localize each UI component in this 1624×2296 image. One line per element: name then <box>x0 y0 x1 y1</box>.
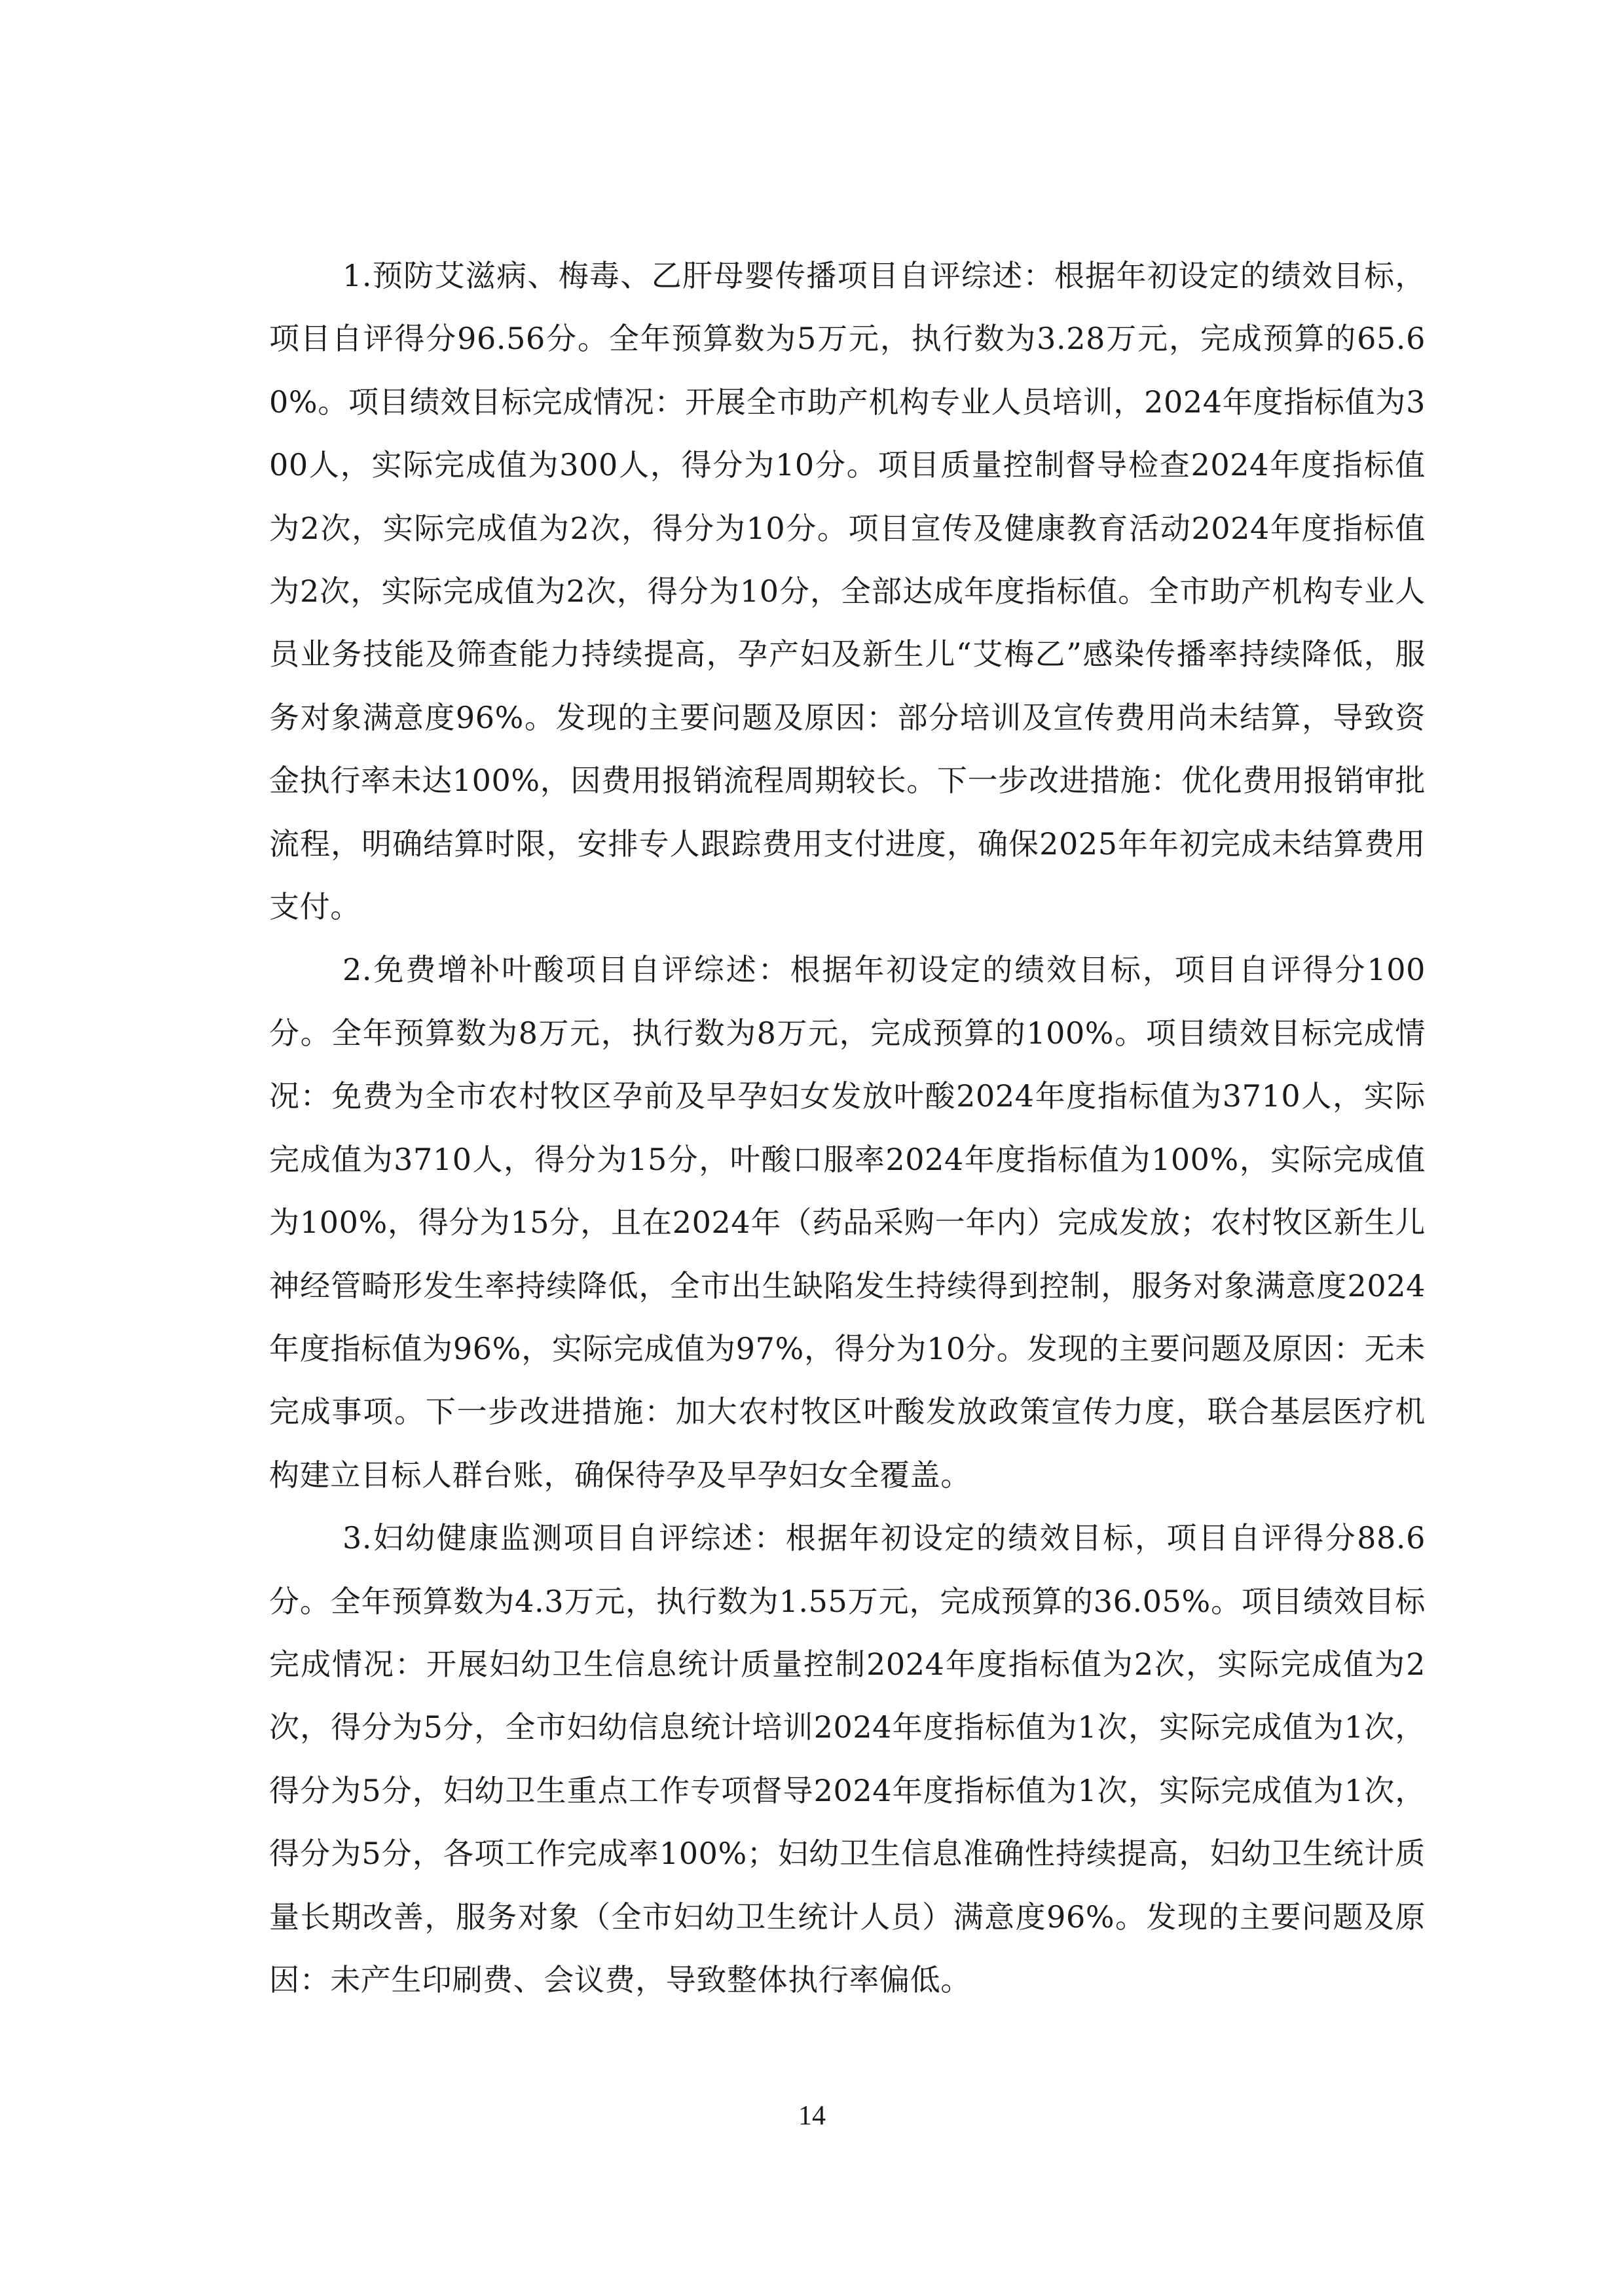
paragraph-folic-acid-project: 2.免费增补叶酸项目自评综述：根据年初设定的绩效目标，项目自评得分100分。全年预算数为8万元，执行数为8万元，完成预算的100%。项目绩效目标完成情况：免费为全市农村牧区孕前及早孕妇女发放叶酸2024年度指标值为3710人，实际完成值为3710人，得分为15分，叶酸口服率2024年度指标值为100%，实际完成值为100%，得分为15分，且在2024年（药品采购一年内）完成发放；农村牧区新生儿神经管畸形发生率持续降低，全市出生缺陷发生持续得到控制，服务对象满意度2024年度指标值为96%，实际完成值为97%，得分为10分。发现的主要问题及原因：无未完成事项。下一步改进措施：加大农村牧区叶酸发放政策宣传力度，联合基层医疗机构建立目标人群台账，确保待孕及早孕妇女全覆盖。 <box>269 952 1426 1493</box>
paragraph-hiv-syphilis-hepb-project: 1.预防艾滋病、梅毒、乙肝母婴传播项目自评综述：根据年初设定的绩效目标，项目自评得分96.56分。全年预算数为5万元，执行数为3.28万元，完成预算的65.60%。项目绩效目标完成情况：开展全市助产机构专业人员培训，2024年度指标值为300人，实际完成值为300人，得分为10分。项目质量控制督导检查2024年度指标值为2次，实际完成值为2次，得分为10分。项目宣传及健康教育活动2024年度指标值为2次，实际完成值为2次，得分为10分，全部达成年度指标值。全市助产机构专业人员业务技能及筛查能力持续提高，孕产妇及新生儿“艾梅乙”感染传播率持续降低，服务对象满意度96%。发现的主要问题及原因：部分培训及宣传费用尚未结算，导致资金执行率未达100%，因费用报销流程周期较长。下一步改进措施：优化费用报销审批流程，明确结算时限，安排专人跟踪费用支付进度，确保2025年年初完成未结算费用支付。 <box>269 258 1426 925</box>
paragraph-maternal-child-monitoring-project: 3.妇幼健康监测项目自评综述：根据年初设定的绩效目标，项目自评得分88.6分。全年预算数为4.3万元，执行数为1.55万元，完成预算的36.05%。项目绩效目标完成情况：开展妇幼卫生信息统计质量控制2024年度指标值为2次，实际完成值为2次，得分为5分，全市妇幼信息统计培训2024年度指标值为1次，实际完成值为1次，得分为5分，妇幼卫生重点工作专项督导2024年度指标值为1次，实际完成值为1次，得分为5分，各项工作完成率100%；妇幼卫生信息准确性持续提高，妇幼卫生统计质量长期改善，服务对象（全市妇幼卫生统计人员）满意度96%。发现的主要问题及原因：未产生印刷费、会议费，导致整体执行率偏低。 <box>269 1520 1426 1997</box>
page-number: 14 <box>798 2101 826 2131</box>
body-text <box>269 244 1426 2011</box>
